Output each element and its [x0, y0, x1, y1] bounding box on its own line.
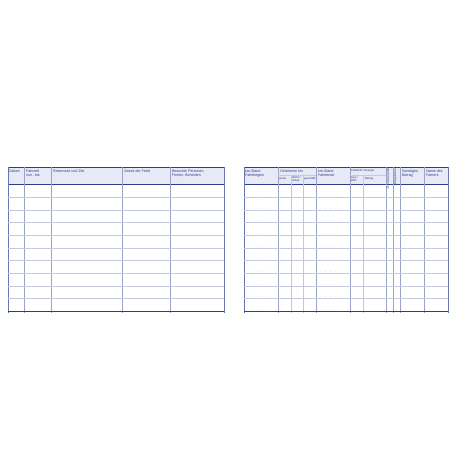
row-line	[244, 298, 448, 299]
header-kraftstoff-betrag: Betrag	[365, 176, 374, 180]
header-sonstiges: Sonstiges Betrag	[402, 169, 418, 178]
table-bottom-border	[244, 311, 448, 312]
km-tick-marks: . . . . .	[320, 244, 343, 248]
sub-column-divider	[303, 175, 304, 313]
header-reiseroute: Reiseroute und Ziel	[53, 169, 85, 173]
column-divider	[393, 167, 394, 313]
column-divider	[400, 167, 401, 313]
header-kraftstoff: Kraftstoff / Energie	[351, 168, 375, 172]
row-line	[8, 286, 224, 287]
km-tick-marks: . . . . .	[247, 231, 270, 235]
row-line	[8, 222, 224, 223]
column-divider	[424, 167, 425, 313]
row-line	[8, 197, 224, 198]
column-divider	[122, 167, 123, 313]
logbook-right-table	[244, 167, 448, 313]
km-tick-marks: . . . . .	[247, 282, 270, 286]
row-line	[8, 248, 224, 249]
header-name-fahrer: Name des Fahrers	[426, 169, 443, 178]
row-line	[244, 210, 448, 211]
header-kraftstoff-liter: Liter / kWh	[351, 175, 358, 183]
km-tick-marks: . . . . .	[320, 294, 343, 298]
column-divider	[386, 167, 387, 313]
header-km-stand-ende: km-Stand Fahrtende	[318, 169, 335, 178]
km-tick-marks: . . . . .	[320, 256, 343, 260]
km-tick-marks: . . . . .	[247, 244, 270, 248]
row-line	[8, 210, 224, 211]
header-datum: Datum	[9, 169, 20, 173]
column-divider	[170, 167, 171, 313]
header-gefahrene-km: Gefahrene km	[280, 169, 303, 173]
column-divider	[448, 167, 449, 313]
header-gefahrene-wohnung: Wohn./ Arbeit	[292, 175, 301, 183]
km-tick-marks: . . . . .	[320, 269, 343, 273]
logbook-left-table	[8, 167, 224, 313]
table-bottom-border	[8, 311, 224, 312]
km-tick-marks: . . . . .	[247, 294, 270, 298]
row-line	[244, 248, 448, 249]
row-line	[8, 298, 224, 299]
header-gefahrene-privat: privat	[279, 176, 286, 180]
row-line	[244, 286, 448, 287]
sub-column-divider	[363, 175, 364, 313]
row-line	[244, 260, 448, 261]
km-tick-marks: . . . . .	[247, 193, 270, 197]
column-divider	[224, 167, 225, 313]
row-line	[244, 197, 448, 198]
header-parkgebuehren: Parkgebühren	[394, 168, 397, 185]
column-divider	[244, 167, 245, 313]
column-divider	[278, 167, 279, 313]
header-besuchte: Besuchte Personen, Firmen, Behörden	[172, 169, 205, 178]
km-tick-marks: . . . . .	[320, 231, 343, 235]
header-fahrzeit: Fahrzeit von - bis	[26, 169, 40, 178]
row-line	[8, 235, 224, 236]
column-divider	[316, 167, 317, 313]
row-line	[8, 273, 224, 274]
km-tick-marks: . . . . .	[320, 307, 343, 311]
column-divider	[350, 167, 351, 313]
km-tick-marks: . . . . .	[320, 193, 343, 197]
km-tick-marks: . . . . .	[247, 269, 270, 273]
header-gefahrene-geschaeftlich: geschäftl.	[304, 176, 316, 180]
km-tick-marks: . . . . .	[320, 218, 343, 222]
row-line	[244, 235, 448, 236]
km-tick-marks: . . . . .	[320, 206, 343, 210]
km-tick-marks: . . . . .	[247, 206, 270, 210]
header-zweck: Zweck der Fahrt	[124, 169, 150, 173]
km-tick-marks: . . . . .	[247, 256, 270, 260]
column-divider	[51, 167, 52, 313]
column-divider	[24, 167, 25, 313]
sub-column-divider	[291, 175, 292, 313]
row-line	[244, 222, 448, 223]
header-km-stand-beginn: km-Stand Fahrtbeginn	[245, 169, 265, 178]
header-oel: Öl / Schmierstoffe	[387, 168, 390, 189]
row-line	[8, 260, 224, 261]
km-tick-marks: . . . . .	[247, 218, 270, 222]
row-line	[244, 273, 448, 274]
column-divider	[8, 167, 9, 313]
km-tick-marks: . . . . .	[247, 307, 270, 311]
km-tick-marks: . . . . .	[320, 282, 343, 286]
